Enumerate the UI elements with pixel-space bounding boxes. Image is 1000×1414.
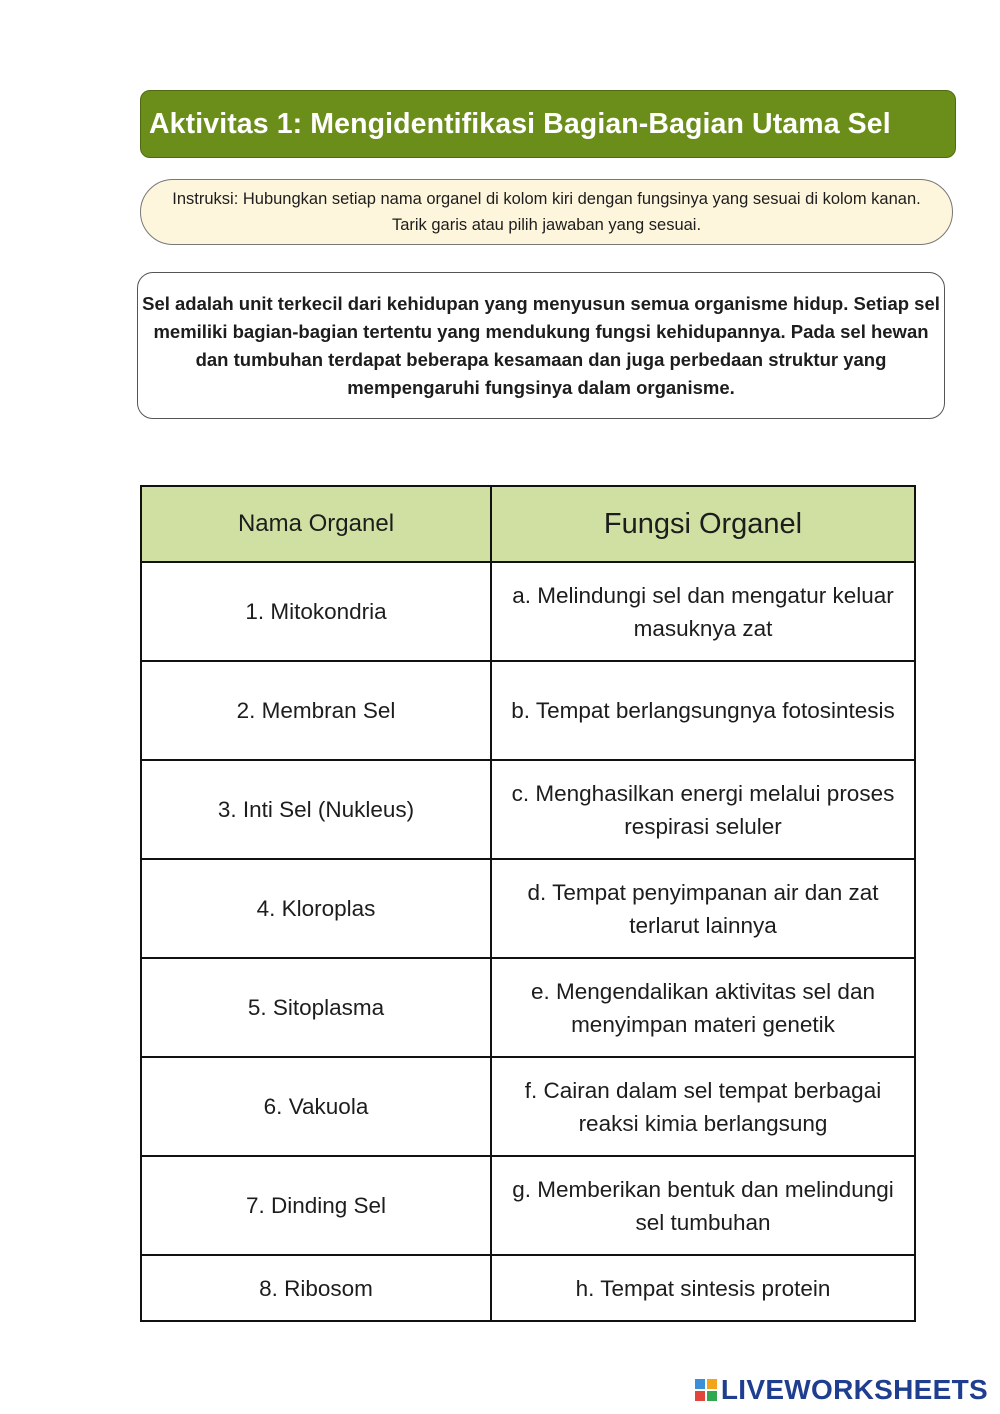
table-row	[141, 661, 915, 760]
header-fungsi-organel: Fungsi Organel	[491, 486, 915, 562]
header-nama-organel: Nama Organel	[141, 486, 491, 562]
table-row	[141, 562, 915, 661]
organel-cell[interactable]: 4. Kloroplas	[141, 859, 491, 958]
instructions-text: Instruksi: Hubungkan setiap nama organel di kolom kiri dengan fungsinya yang sesuai di kolom kanan. Tarik garis atau pilih jawaban yang sesuai.	[172, 190, 921, 234]
fungsi-cell[interactable]: f. Cairan dalam sel tempat berbagai reaksi kimia berlangsung	[491, 1057, 915, 1156]
table-row	[141, 760, 915, 859]
fungsi-cell[interactable]: e. Mengendalikan aktivitas sel dan menyimpan materi genetik	[491, 958, 915, 1057]
table-row	[141, 1156, 915, 1255]
activity-title: Aktivitas 1: Mengidentifikasi Bagian-Bagian Utama Sel	[149, 107, 891, 140]
table-row	[141, 1057, 915, 1156]
liveworksheets-logo-icon	[695, 1379, 717, 1401]
organelle-table	[140, 485, 916, 1322]
organel-cell[interactable]: 1. Mitokondria	[141, 562, 491, 661]
fungsi-cell[interactable]: g. Memberikan bentuk dan melindungi sel tumbuhan	[491, 1156, 915, 1255]
intro-text: Sel adalah unit terkecil dari kehidupan yang menyusun semua organisme hidup. Setiap sel memiliki bagian-bagian tertentu yang mendukung fungsi kehidupannya. Pada sel hewan dan tumbuhan terdapat beberapa kesamaan dan juga perbedaan struktur yang mempengaruhi fungsinya dalam organisme.	[142, 292, 940, 398]
activity-title-bar	[140, 90, 956, 158]
organel-cell[interactable]: 7. Dinding Sel	[141, 1156, 491, 1255]
fungsi-cell[interactable]: a. Melindungi sel dan mengatur keluar masuknya zat	[491, 562, 915, 661]
instructions-box	[140, 179, 953, 245]
organel-cell[interactable]: 5. Sitoplasma	[141, 958, 491, 1057]
footer-brand	[695, 1374, 988, 1406]
organel-cell[interactable]: 6. Vakuola	[141, 1057, 491, 1156]
table-row	[141, 859, 915, 958]
fungsi-cell[interactable]: c. Menghasilkan energi melalui proses respirasi seluler	[491, 760, 915, 859]
intro-box	[137, 272, 945, 419]
table-row	[141, 1255, 915, 1321]
table-row	[141, 958, 915, 1057]
organel-cell[interactable]: 8. Ribosom	[141, 1255, 491, 1321]
organel-cell[interactable]: 3. Inti Sel (Nukleus)	[141, 760, 491, 859]
fungsi-cell[interactable]: d. Tempat penyimpanan air dan zat terlarut lainnya	[491, 859, 915, 958]
organel-cell[interactable]: 2. Membran Sel	[141, 661, 491, 760]
fungsi-cell[interactable]: h. Tempat sintesis protein	[491, 1255, 915, 1321]
table-header-row	[141, 486, 915, 562]
brand-name: LIVEWORKSHEETS	[720, 1374, 988, 1405]
fungsi-cell[interactable]: b. Tempat berlangsungnya fotosintesis	[491, 661, 915, 760]
